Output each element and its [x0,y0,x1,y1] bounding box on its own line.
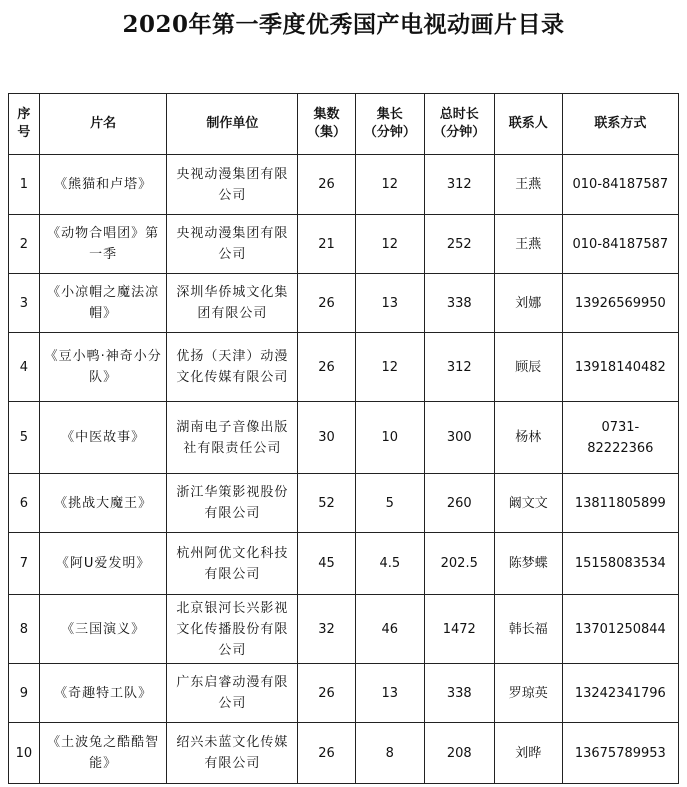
header-episodes: 集数（集） [298,94,356,155]
cell-name: 《三国演义》 [39,595,167,664]
cell-total-length: 252 [424,215,494,274]
cell-producer: 浙江华策影视股份有限公司 [167,474,298,533]
cell-ep-length: 8 [355,723,424,784]
table-row [9,723,679,784]
cell-episodes: 26 [298,723,356,784]
table-row [9,533,679,595]
cell-no: 7 [9,533,40,595]
cell-name: 《土波兔之酷酷智能》 [39,723,167,784]
cell-no: 4 [9,333,40,402]
cell-producer: 湖南电子音像出版社有限责任公司 [167,402,298,474]
cell-no: 8 [9,595,40,664]
cell-ep-length: 13 [355,274,424,333]
cell-episodes: 26 [298,333,356,402]
cell-episodes: 26 [298,274,356,333]
cell-ep-length: 10 [355,402,424,474]
cell-ep-length: 4.5 [355,533,424,595]
cell-total-length: 312 [424,333,494,402]
cell-producer: 优扬（天津）动漫文化传媒有限公司 [167,333,298,402]
cell-producer: 深圳华侨城文化集团有限公司 [167,274,298,333]
cell-contact: 杨林 [494,402,562,474]
header-ep-length: 集长（分钟） [355,94,424,155]
cell-contact: 韩长福 [494,595,562,664]
table-row [9,474,679,533]
cell-phone: 13242341796 [562,664,678,723]
cell-producer: 杭州阿优文化科技有限公司 [167,533,298,595]
cell-contact: 陈梦蝶 [494,533,562,595]
cell-no: 6 [9,474,40,533]
cell-phone: 0731-82222366 [562,402,678,474]
cell-contact: 阚文文 [494,474,562,533]
table-row [9,215,679,274]
cell-contact: 王燕 [494,215,562,274]
cell-name: 《奇趣特工队》 [39,664,167,723]
cell-phone: 13926569950 [562,274,678,333]
cell-total-length: 208 [424,723,494,784]
cell-name: 《熊猫和卢塔》 [39,155,167,215]
cell-no: 5 [9,402,40,474]
cell-total-length: 338 [424,664,494,723]
table-row [9,274,679,333]
cell-total-length: 338 [424,274,494,333]
cell-contact: 刘娜 [494,274,562,333]
cell-contact: 罗琼英 [494,664,562,723]
table-row [9,402,679,474]
cell-name: 《豆小鸭·神奇小分队》 [39,333,167,402]
table-row [9,595,679,664]
cell-episodes: 26 [298,664,356,723]
cell-total-length: 202.5 [424,533,494,595]
cell-episodes: 30 [298,402,356,474]
cell-contact: 顾辰 [494,333,562,402]
cell-name: 《小凉帽之魔法凉帽》 [39,274,167,333]
cell-no: 1 [9,155,40,215]
cell-total-length: 1472 [424,595,494,664]
cell-contact: 王燕 [494,155,562,215]
cell-contact: 刘晔 [494,723,562,784]
cell-episodes: 52 [298,474,356,533]
header-producer: 制作单位 [167,94,298,155]
cell-episodes: 45 [298,533,356,595]
cell-name: 《挑战大魔王》 [39,474,167,533]
table-header-row [9,94,679,155]
cell-ep-length: 46 [355,595,424,664]
cell-phone: 13701250844 [562,595,678,664]
cell-episodes: 21 [298,215,356,274]
cell-ep-length: 12 [355,155,424,215]
cell-producer: 广东启睿动漫有限公司 [167,664,298,723]
cell-producer: 央视动漫集团有限公司 [167,155,298,215]
cell-producer: 央视动漫集团有限公司 [167,215,298,274]
cell-phone: 13811805899 [562,474,678,533]
cell-no: 10 [9,723,40,784]
cell-no: 9 [9,664,40,723]
cell-phone: 13918140482 [562,333,678,402]
cell-name: 《阿U爱发明》 [39,533,167,595]
table-row [9,664,679,723]
cell-ep-length: 12 [355,215,424,274]
header-no: 序号 [9,94,40,155]
cell-ep-length: 13 [355,664,424,723]
header-name: 片名 [39,94,167,155]
cell-producer: 绍兴未蓝文化传媒有限公司 [167,723,298,784]
catalog-table [8,93,679,784]
header-phone: 联系方式 [562,94,678,155]
cell-phone: 15158083534 [562,533,678,595]
table-row [9,333,679,402]
cell-no: 3 [9,274,40,333]
cell-phone: 010-84187587 [562,215,678,274]
cell-producer: 北京银河长兴影视文化传播股份有限公司 [167,595,298,664]
cell-episodes: 32 [298,595,356,664]
cell-total-length: 300 [424,402,494,474]
cell-ep-length: 5 [355,474,424,533]
cell-no: 2 [9,215,40,274]
cell-total-length: 312 [424,155,494,215]
table-row [9,155,679,215]
cell-name: 《中医故事》 [39,402,167,474]
cell-name: 《动物合唱团》第一季 [39,215,167,274]
cell-ep-length: 12 [355,333,424,402]
header-total-length: 总时长（分钟） [424,94,494,155]
cell-phone: 010-84187587 [562,155,678,215]
cell-episodes: 26 [298,155,356,215]
cell-total-length: 260 [424,474,494,533]
page-title: 2020年第一季度优秀国产电视动画片目录 [122,11,565,38]
header-contact: 联系人 [494,94,562,155]
cell-phone: 13675789953 [562,723,678,784]
